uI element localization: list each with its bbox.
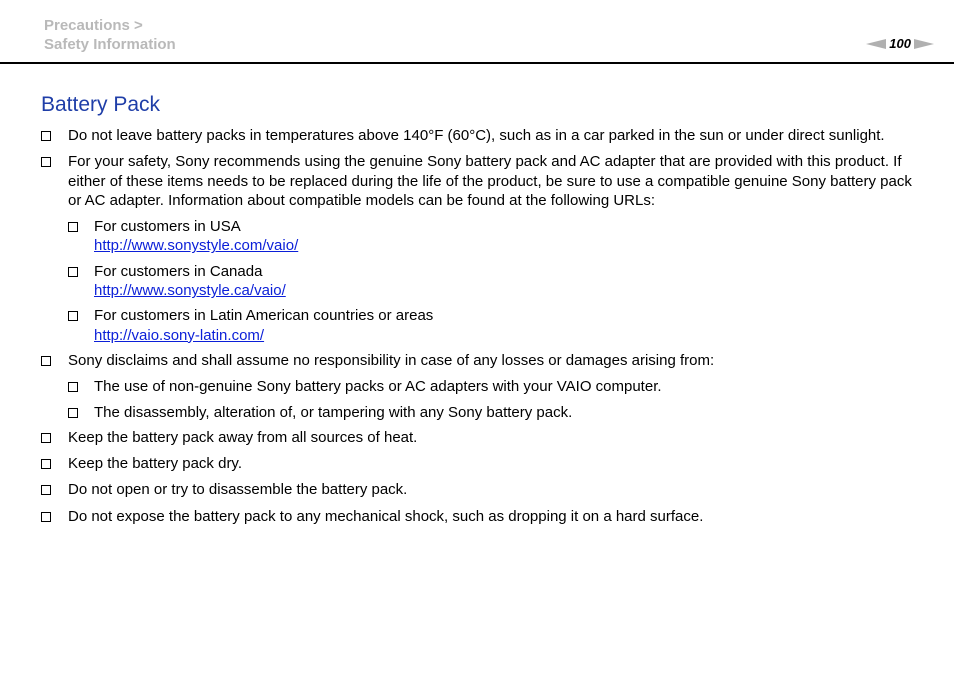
- header-divider: [0, 62, 954, 64]
- precautions-list: [40, 126, 920, 533]
- checkbox-bullet-icon: [41, 157, 51, 167]
- previous-page-arrow-icon[interactable]: [866, 39, 886, 49]
- list-item-text: Keep the battery pack dry.: [68, 455, 242, 473]
- sub-list-item: [67, 217, 920, 256]
- list-item: [40, 351, 920, 370]
- checkbox-bullet-icon: [41, 356, 51, 366]
- page-number: 100: [889, 36, 911, 51]
- list-item-text: Keep the battery pack away from all sources of heat.: [68, 428, 418, 446]
- list-item: [40, 428, 920, 447]
- list-item-text: Do not expose the battery pack to any mechanical shock, such as dropping it on a hard surface.: [68, 507, 704, 525]
- checkbox-bullet-icon: [41, 459, 51, 469]
- checkbox-bullet-icon: [68, 382, 78, 392]
- list-item-text: For your safety, Sony recommends using the genuine Sony battery pack and AC adapter that are provided with this product. If either of these items needs to be replaced during the life of the product, be sure to use a compatible genuine Sony battery pack or AC adapter. Information about compatible models can be found at the following URLs:: [68, 153, 912, 209]
- checkbox-bullet-icon: [41, 485, 51, 495]
- page-navigation: [866, 36, 934, 51]
- list-item-text: Sony disclaims and shall assume no responsibility in case of any losses or damages arising from:: [68, 351, 715, 369]
- sub-list-item: [67, 262, 920, 301]
- checkbox-bullet-icon: [68, 267, 78, 277]
- list-item: [40, 480, 920, 499]
- sub-list-item-text: The disassembly, alteration of, or tampering with any Sony battery pack.: [94, 403, 573, 421]
- sonystyle-usa-link[interactable]: http://www.sonystyle.com/vaio/: [94, 237, 299, 255]
- list-item-text: Do not open or try to disassemble the battery pack.: [68, 481, 408, 499]
- list-item: [40, 126, 920, 145]
- customers-canada-label: For customers in Canada: [94, 262, 263, 280]
- sonystyle-canada-link[interactable]: http://www.sonystyle.ca/vaio/: [94, 282, 286, 300]
- customers-latin-america-label: For customers in Latin American countries or areas: [94, 307, 434, 325]
- page-title: Battery Pack: [41, 93, 161, 116]
- breadcrumb: [44, 16, 176, 54]
- breadcrumb-precautions[interactable]: Precautions >: [44, 17, 143, 34]
- checkbox-bullet-icon: [41, 433, 51, 443]
- checkbox-bullet-icon: [68, 311, 78, 321]
- checkbox-bullet-icon: [68, 408, 78, 418]
- breadcrumb-safety-information[interactable]: Safety Information: [44, 36, 176, 53]
- sub-list-item: [67, 377, 920, 396]
- sony-latin-link[interactable]: http://vaio.sony-latin.com/: [94, 326, 265, 344]
- sub-list-item: [67, 403, 920, 422]
- checkbox-bullet-icon: [41, 512, 51, 522]
- sub-list-item-text: The use of non-genuine Sony battery packs or AC adapters with your VAIO computer.: [94, 378, 662, 396]
- list-item: [40, 152, 920, 210]
- customers-usa-label: For customers in USA: [94, 218, 241, 236]
- list-item: [40, 507, 920, 526]
- checkbox-bullet-icon: [41, 131, 51, 141]
- list-item-text: Do not leave battery packs in temperatures above 140°F (60°C), such as in a car parked in the sun or under direct sunlight.: [68, 127, 885, 144]
- checkbox-bullet-icon: [68, 222, 78, 232]
- next-page-arrow-icon[interactable]: [914, 39, 934, 49]
- list-item: [40, 454, 920, 473]
- sub-list-item: [67, 306, 920, 345]
